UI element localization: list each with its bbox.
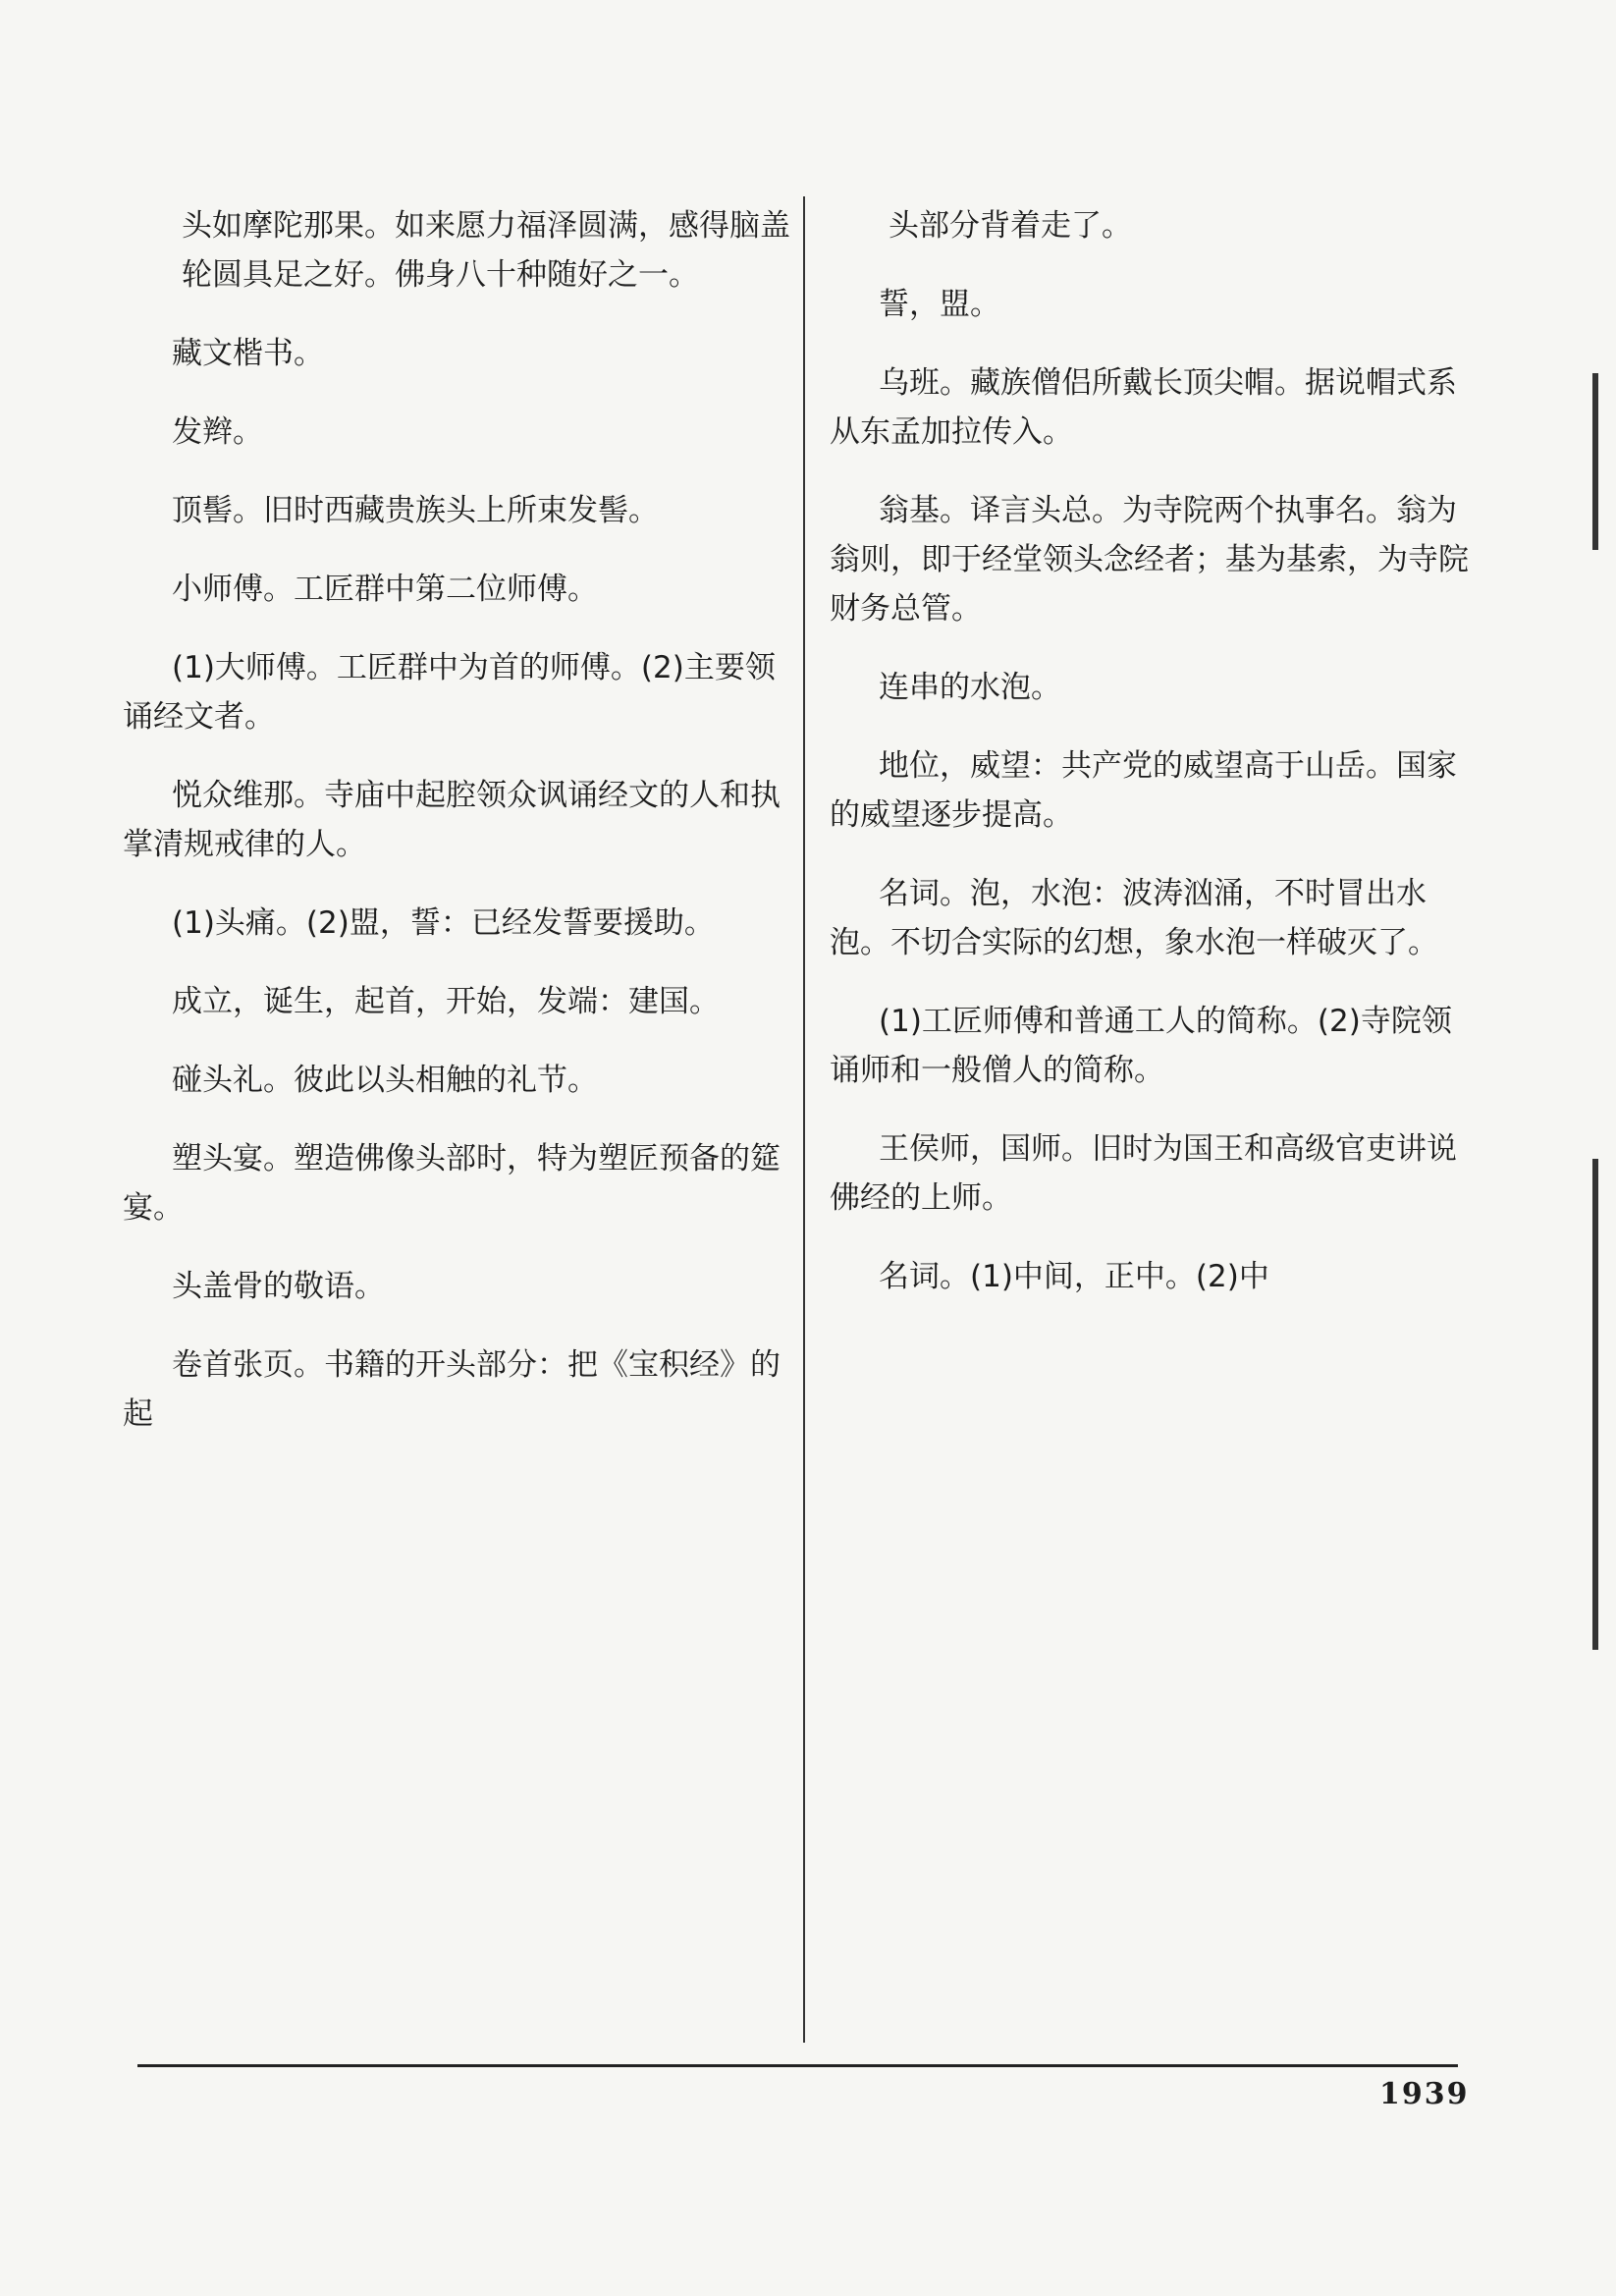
scan-edge-mark — [1592, 1159, 1598, 1650]
dictionary-entry — [123, 1262, 790, 1311]
entry-definition: 头部分背着走了。 — [889, 208, 1132, 244]
dictionary-entry — [123, 1134, 790, 1232]
dictionary-entry — [123, 329, 790, 378]
dictionary-entry — [830, 358, 1478, 457]
page-number: 1939 — [1379, 2077, 1470, 2111]
entry-definition: 连串的水泡。 — [879, 670, 1061, 705]
entry-definition: 名词。泡，水泡：波涛汹涌，不时冒出水泡。不切合实际的幻想，象水泡一样破灭了。 — [830, 876, 1438, 960]
dictionary-entry — [123, 977, 790, 1026]
footer-rule — [137, 2064, 1458, 2067]
dictionary-entry — [123, 771, 790, 869]
dictionary-entry — [123, 486, 790, 535]
dictionary-entry — [830, 201, 1478, 250]
dictionary-entry — [123, 565, 790, 614]
entry-definition: 顶髻。旧时西藏贵族头上所束发髻。 — [172, 493, 659, 528]
dictionary-entry — [123, 899, 790, 948]
scan-edge-mark — [1592, 373, 1598, 550]
entry-definition: 王侯师，国师。旧时为国王和高级官吏讲说佛经的上师。 — [830, 1131, 1457, 1216]
entry-definition: 碰头礼。彼此以头相触的礼节。 — [172, 1063, 598, 1098]
dictionary-entry — [830, 486, 1478, 633]
entry-definition: 名词。(1)中间，正中。(2)中 — [879, 1259, 1269, 1294]
left-column — [123, 201, 790, 1468]
entry-definition: 地位，威望：共产党的威望高于山岳。国家的威望逐步提高。 — [830, 748, 1457, 833]
dictionary-entry — [123, 201, 790, 300]
dictionary-entry — [830, 663, 1478, 712]
entry-definition: 誓，盟。 — [879, 287, 1000, 322]
dictionary-entry — [123, 643, 790, 741]
entry-definition: 成立，诞生，起首，开始，发端：建国。 — [172, 984, 720, 1019]
entry-definition: 塑头宴。塑造佛像头部时，特为塑匠预备的筵宴。 — [123, 1141, 781, 1226]
entry-definition: (1)大师傅。工匠群中为首的师傅。(2)主要领诵经文者。 — [123, 650, 776, 735]
dictionary-entry — [830, 997, 1478, 1095]
dictionary-entry — [123, 408, 790, 457]
entry-definition: (1)头痛。(2)盟，誓：已经发誓要援助。 — [172, 905, 715, 941]
dictionary-entry — [830, 1252, 1478, 1301]
entry-definition: 悦众维那。寺庙中起腔领众讽诵经文的人和执掌清规戒律的人。 — [123, 778, 781, 862]
entry-definition: (1)工匠师傅和普通工人的简称。(2)寺院领诵师和一般僧人的简称。 — [830, 1004, 1452, 1088]
entry-definition: 藏文楷书。 — [172, 336, 324, 371]
right-column — [830, 201, 1478, 1331]
dictionary-entry — [123, 1056, 790, 1105]
entry-definition: 小师傅。工匠群中第二位师傅。 — [172, 572, 598, 607]
dictionary-entry — [123, 1340, 790, 1439]
column-divider — [803, 196, 805, 2043]
dictionary-entry — [830, 869, 1478, 967]
entry-definition: 发辫。 — [172, 414, 263, 450]
dictionary-entry — [830, 280, 1478, 329]
entry-definition: 头如摩陀那果。如来愿力福泽圆满，感得脑盖轮圆具足之好。佛身八十种随好之一。 — [182, 208, 790, 293]
entry-definition: 卷首张页。书籍的开头部分：把《宝积经》的起 — [123, 1347, 781, 1432]
dictionary-entry — [830, 1124, 1478, 1223]
dictionary-entry — [830, 741, 1478, 840]
entry-definition: 头盖骨的敬语。 — [172, 1269, 385, 1304]
entry-definition: 乌班。藏族僧侣所戴长顶尖帽。据说帽式系从东孟加拉传入。 — [830, 365, 1457, 450]
entry-definition: 翁基。译言头总。为寺院两个执事名。翁为翁则，即于经堂领头念经者；基为基索，为寺院财务总管。 — [830, 493, 1469, 627]
